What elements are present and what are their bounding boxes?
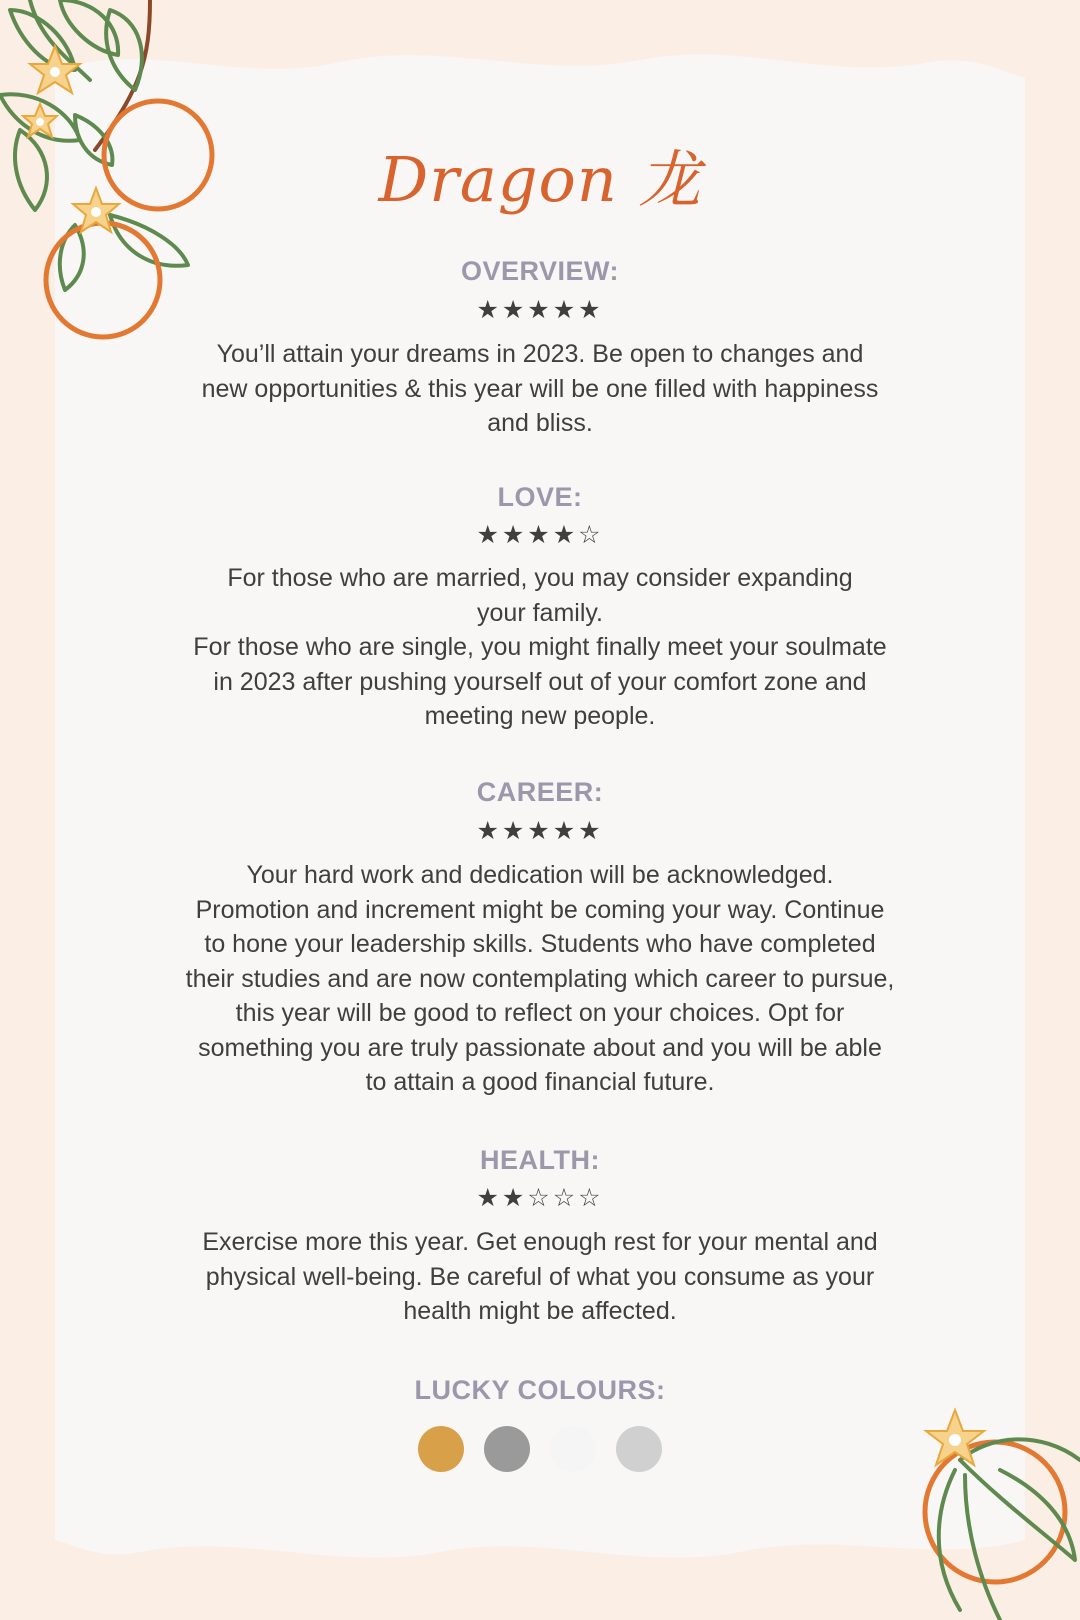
section-text: You’ll attain your dreams in 2023. Be open to changes and new opportunities & this year will be one filled with happiness and bliss. [201, 340, 879, 437]
star-filled-icon: ★ [501, 1183, 528, 1212]
star-filled-icon: ★ [527, 295, 553, 324]
star-filled-icon: ★ [476, 816, 502, 845]
star-empty-icon: ☆ [527, 1183, 553, 1212]
section-text: Your hard work and dedication will be acknowledged. Promotion and increment might be coming your way. Continue to hone your leadership skills. Students who have completed their studies and are now contemplating which career to pursue, this year will be good to reflect on your choices. Opt for something you are truly passionate about and you will be able to attain a good financial future. [185, 861, 895, 1096]
star-filled-icon: ★ [552, 816, 579, 845]
star-filled-icon: ★ [527, 520, 553, 549]
star-rating [130, 1184, 950, 1212]
star-rating [130, 817, 950, 845]
star-filled-icon: ★ [476, 1183, 502, 1212]
star-rating [130, 296, 950, 324]
star-empty-icon: ☆ [552, 1183, 579, 1212]
star-rating [130, 521, 950, 549]
star-filled-icon: ★ [552, 520, 579, 549]
star-filled-icon: ★ [578, 816, 604, 845]
section-heading: LOVE: [497, 482, 583, 512]
colour-swatch [484, 1426, 530, 1472]
section-heading: CAREER: [476, 777, 604, 807]
section-text: Exercise more this year. Get enough rest for your mental and physical well-being. Be careful of what you consume as your health might be affected. [202, 1228, 878, 1325]
section-heading: HEALTH: [480, 1145, 600, 1175]
section-text: For those who are married, you may consider expanding your family. For those who are single, you might finally meet your soulmate in 2023 after pushing yourself out of your comfort zone and meeting new people. [193, 564, 887, 730]
page-title: Dragon 龙 [378, 143, 702, 216]
star-filled-icon: ★ [501, 295, 528, 324]
star-filled-icon: ★ [501, 520, 528, 549]
star-filled-icon: ★ [552, 295, 579, 324]
star-filled-icon: ★ [527, 816, 553, 845]
colour-swatch [550, 1426, 596, 1472]
colour-swatch [616, 1426, 662, 1472]
section-heading: OVERVIEW: [460, 256, 620, 286]
star-filled-icon: ★ [578, 295, 604, 324]
star-filled-icon: ★ [476, 520, 502, 549]
section-heading: LUCKY COLOURS: [414, 1375, 666, 1405]
colour-swatch [418, 1426, 464, 1472]
star-filled-icon: ★ [501, 816, 528, 845]
star-filled-icon: ★ [476, 295, 502, 324]
colour-swatches [0, 1426, 1080, 1472]
star-empty-icon: ☆ [578, 520, 604, 549]
star-empty-icon: ☆ [578, 1183, 604, 1212]
